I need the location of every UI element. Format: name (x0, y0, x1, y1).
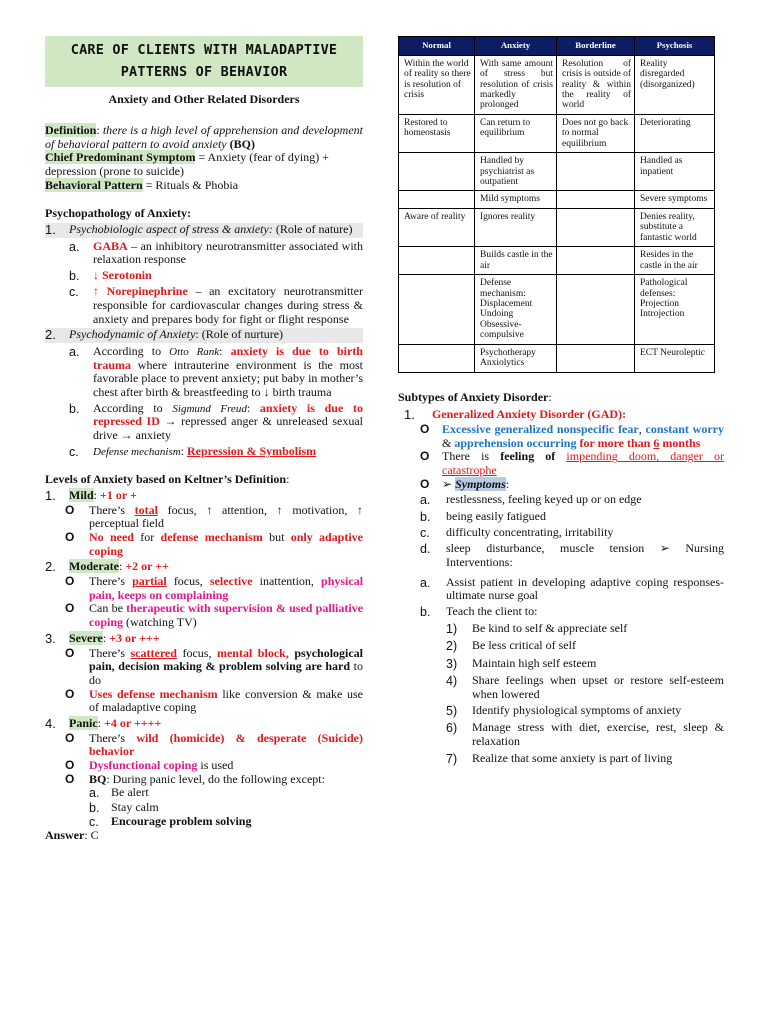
definition-label: Definition (45, 122, 97, 137)
teach-item (398, 639, 724, 653)
list-item: O Excessive generalized nonspecific fear, constant worry & apprehension occurring for more than 6 months (398, 423, 724, 450)
list-text: Maintain high self esteem (472, 655, 597, 670)
list-number: 4) (446, 673, 458, 688)
table-cell: Severe symptoms (635, 191, 715, 208)
teach-item (398, 622, 724, 636)
hollow-circle-bullet-icon: O (65, 686, 75, 701)
intervention-item (398, 576, 724, 603)
list-number: 2) (446, 639, 458, 654)
psychobiologic-item: 1. Psychobiologic aspect of stress & anxiety: (Role of nature) (45, 223, 363, 238)
list-item: O No need for defense mechanism but only adaptive coping (45, 531, 363, 558)
defense-mechanism-item: c. Defense mechanism: Repression & Symbolism (69, 443, 317, 459)
teach-item (398, 674, 724, 701)
table-cell: Mild symptoms (475, 191, 557, 208)
table-row (399, 208, 715, 246)
list-number: a. (420, 493, 431, 508)
title-line-1: CARE OF CLIENTS WITH MALADAPTIVE (70, 42, 338, 58)
list-number: a. (420, 575, 431, 590)
serotonin-item: b. ↓ Serotonin (69, 268, 152, 284)
table-cell: Within the world of reality so there is resolution of crisis (399, 55, 475, 114)
list-text: sleep disturbance, muscle tension ➢ Nursing Interventions: (446, 541, 724, 569)
list-number: 6) (446, 721, 458, 736)
psychodynamic-item: 2. Psychodynamic of Anxiety: (Role of nurture) (45, 328, 363, 343)
list-text: being easily fatigued (446, 508, 546, 523)
table-cell (399, 344, 475, 372)
teach-item (398, 721, 724, 748)
symptom-item (398, 542, 724, 569)
symptoms-list (398, 493, 724, 569)
otto-rank-item: a. According to Otto Rank: anxiety is due to birth trauma where intrauterine environment is the most favorable place to prevent anxiety; put baby in mother’s chest after birth & breastfeeding to ↓ birth trauma (69, 344, 364, 400)
table-cell (399, 191, 475, 208)
table-cell: Restored to homeostasis (399, 114, 475, 152)
header-normal: Normal (399, 37, 475, 56)
arrowhead-bullet-icon: ➢ (442, 476, 453, 491)
definition-text: there is a high level of apprehension and development of behavioral pattern to avoid anxiety (45, 122, 363, 151)
list-text: Assist patient in developing adaptive coping responses-ultimate nurse goal (446, 574, 724, 603)
list-number: 3) (446, 656, 458, 671)
level-panic: 4. Panic: +4 or ++++ (45, 715, 162, 731)
symptoms-item: O ➢ Symptoms: (398, 478, 724, 492)
table-row (399, 275, 715, 345)
answer-option-c: c. Encourage problem solving (89, 813, 252, 829)
table-row (399, 191, 715, 208)
table-cell: Does not go back to normal equilibrium (557, 114, 635, 152)
table-cell: Handled by psychiatrist as outpatient (475, 153, 557, 191)
left-column (45, 36, 363, 843)
list-text: Be less critical of self (472, 638, 576, 653)
hollow-circle-bullet-icon: O (420, 476, 430, 491)
header-anxiety: Anxiety (475, 37, 557, 56)
table-cell: Resolution of crisis is outside of reality & within the reality of world (557, 55, 635, 114)
list-text: Share feelings when upset or restore self-esteem when lowered (472, 672, 724, 701)
hollow-circle-bullet-icon: O (65, 574, 75, 589)
chief-symptom-label: Chief Predominant Symptom (45, 150, 196, 165)
table-cell: Pathological defenses: Projection Introjection (635, 275, 715, 345)
teach-item (398, 657, 724, 671)
table-cell (557, 208, 635, 246)
list-number: d. (420, 542, 431, 557)
list-item: O Dysfunctional coping is used (45, 759, 363, 773)
table-row (399, 55, 715, 114)
header-borderline: Borderline (557, 37, 635, 56)
gaba-item: a. GABA – an inhibitory neurotransmitter associated with relaxation response (69, 238, 363, 267)
level-moderate: 2. Moderate: +2 or ++ (45, 559, 169, 575)
list-item: O BQ: During panic level, do the following except: (45, 773, 363, 787)
table-cell (399, 153, 475, 191)
list-text: Manage stress with diet, exercise, rest, sleep & relaxation (472, 720, 724, 749)
table-cell (557, 191, 635, 208)
table-cell: Aware of reality (399, 208, 475, 246)
comparison-table (398, 36, 715, 373)
teach-item (398, 752, 724, 766)
list-text: Teach the client to: (446, 603, 538, 618)
psychopathology-heading: Psychopathology of Anxiety: (45, 206, 192, 221)
table-row (399, 344, 715, 372)
chief-symptom-text: = Anxiety (fear of dying) + depression (prone to suicide) (45, 150, 329, 178)
hollow-circle-bullet-icon: O (65, 601, 75, 616)
table-cell: Psychotherapy Anxiolytics (475, 344, 557, 372)
list-item: O There’s wild (homicide) & desperate (Suicide) behavior (45, 732, 363, 759)
list-item: O There is feeling of impending doom, danger or catastrophe (398, 450, 724, 477)
title-line-2: PATTERNS OF BEHAVIOR (120, 63, 288, 80)
list-text: restlessness, feeling keyed up or on edge (446, 492, 642, 507)
hollow-circle-bullet-icon: O (65, 758, 75, 773)
behavioral-pattern (45, 179, 363, 193)
list-number: b. (420, 604, 431, 619)
subtypes-heading: Subtypes of Anxiety Disorder: (398, 389, 552, 404)
list-number: c. (420, 525, 430, 540)
table-row (399, 247, 715, 275)
hollow-circle-bullet-icon: O (420, 422, 430, 437)
table-cell: Ignores reality (475, 208, 557, 246)
list-number: 1) (446, 622, 458, 637)
answer-option-a: a. Be alert (89, 785, 149, 801)
table-cell: Defense mechanism: Displacement Undoing Obsessive-compulsive (475, 275, 557, 345)
table-cell: Handled as inpatient (635, 153, 715, 191)
table-header-row (399, 37, 715, 56)
right-column (398, 36, 724, 766)
hollow-circle-bullet-icon: O (65, 529, 75, 544)
hollow-circle-bullet-icon: O (65, 645, 75, 660)
hollow-circle-bullet-icon: O (65, 502, 75, 517)
gad-item: 1. Generalized Anxiety Disorder (GAD): (404, 407, 627, 423)
table-cell: Deteriorating (635, 114, 715, 152)
table-cell: With same amount of stress but resolution of crisis markedly prolonged (475, 55, 557, 114)
hollow-circle-bullet-icon: O (420, 449, 430, 464)
teach-item (398, 704, 724, 718)
behavioral-pattern-text: = Rituals & Phobia (145, 177, 239, 192)
answer-option-b: b. Stay calm (89, 799, 159, 815)
level-mild: 1. Mild: +1 or + (45, 487, 137, 503)
header-psychosis: Psychosis (635, 37, 715, 56)
freud-item: b. According to Sigmund Freud: anxiety is due to repressed ID → repressed anger & unreleased sexual drive → anxiety (69, 400, 363, 443)
symptom-item (398, 510, 724, 524)
list-item: O There’s scattered focus, mental block, psychological pain, decision making & problem solving are hard to do (45, 647, 363, 688)
list-item: O Uses defense mechanism like conversion & make use of maladaptive coping (45, 688, 363, 715)
symptom-item (398, 493, 724, 507)
table-row (399, 153, 715, 191)
teach-list (398, 622, 724, 766)
level-severe: 3. Severe: +3 or +++ (45, 630, 160, 646)
list-text: Be kind to self & appreciate self (472, 621, 628, 636)
table-cell: Denies reality, substitute a fantastic world (635, 208, 715, 246)
page-title (45, 36, 363, 87)
table-cell: Reality disregarded (disorganized) (635, 55, 715, 114)
list-number: 5) (446, 704, 458, 719)
table-row (399, 114, 715, 152)
table-cell: ECT Neuroleptic (635, 344, 715, 372)
list-text: Identify physiological symptoms of anxiety (472, 703, 682, 718)
hollow-circle-bullet-icon: O (65, 771, 75, 786)
table-cell: Can return to equilibrium (475, 114, 557, 152)
intervention-item (398, 605, 724, 619)
list-item: O Can be therapeutic with supervision & used palliative coping (watching TV) (45, 602, 363, 629)
list-number: b. (420, 509, 431, 524)
table-cell (557, 153, 635, 191)
table-cell: Resides in the castle in the air (635, 247, 715, 275)
list-item: O There’s total focus, ↑ attention, ↑ motivation, ↑ perceptual field (45, 504, 363, 531)
answer: Answer: C (45, 828, 99, 843)
interventions-list (398, 576, 724, 620)
table-cell: Builds castle in the air (475, 247, 557, 275)
table-cell (399, 275, 475, 345)
norepinephrine-item: c. ↑ Norepinephrine – an excitatory neurotransmitter responsible for cardiovascular changes during stress & anxiety and prepares body for fight or flight response (69, 284, 364, 326)
table-cell (557, 344, 635, 372)
page-subtitle: Anxiety and Other Related Disorders (108, 92, 300, 107)
table-cell (399, 247, 475, 275)
list-text: difficulty concentrating, irritability (446, 524, 614, 539)
levels-heading: Levels of Anxiety based on Keltner’s Definition: (45, 472, 290, 487)
bq-tag: (BQ) (229, 136, 255, 151)
list-number: 7) (446, 751, 458, 766)
symptom-item (398, 526, 724, 540)
definition: Definition: there is a high level of apprehension and development of behavioral pattern to avoid anxiety (BQ) (45, 122, 363, 151)
table-cell (557, 275, 635, 345)
hollow-circle-bullet-icon: O (65, 730, 75, 745)
table-cell (557, 247, 635, 275)
behavioral-pattern-label: Behavioral Pattern (45, 177, 143, 192)
list-item: O There’s partial focus, selective inattention, physical pain, keeps on complaining (45, 575, 363, 602)
chief-symptom (45, 151, 363, 178)
list-text: Realize that some anxiety is part of living (472, 750, 673, 765)
